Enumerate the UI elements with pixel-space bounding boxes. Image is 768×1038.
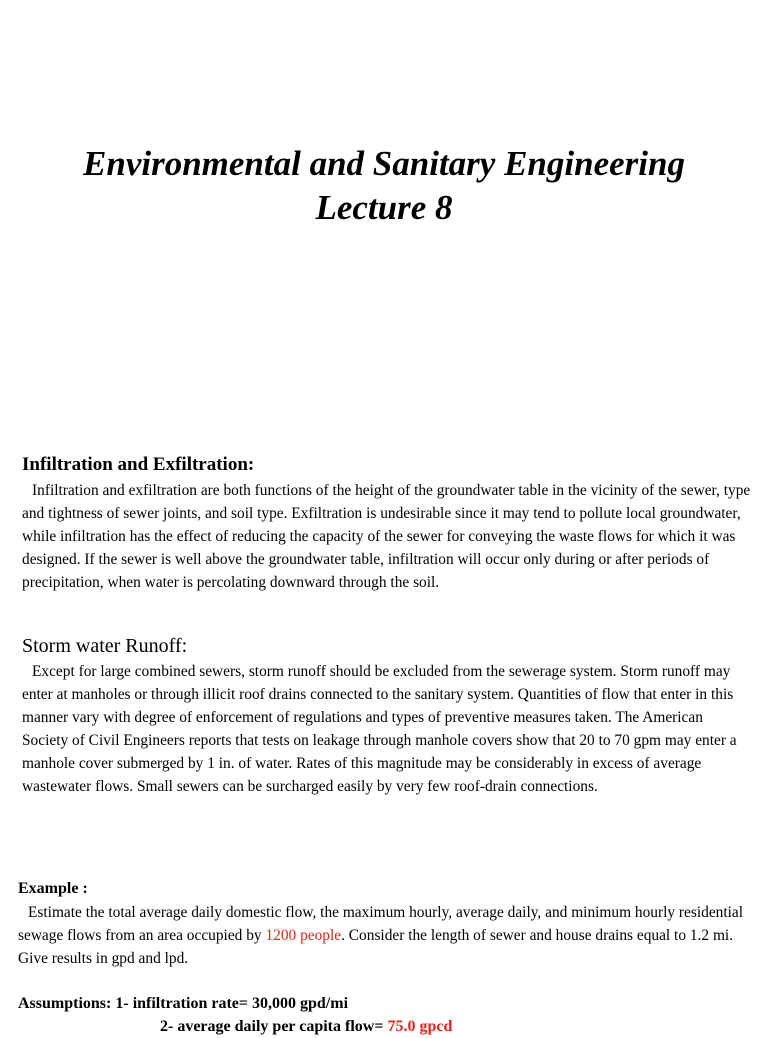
paragraph-example [18,901,752,970]
paragraph-infiltration: Infiltration and exfiltration are both functions of the height of the groundwater table in the vicinity of the sewer, type and tightness of sewer joints, and soil type. Exfiltration is undesirable since it may tend to pollute local groundwater, while infiltration has the effect of reducing the capacity of the sewer for conveying the waste flows for which it was designed. If the sewer is well above the groundwater table, infiltration will occur only during or after periods of precipitation, when water is percolating downward through the soil. [22,482,751,591]
example-highlight-people: 1200 people [265,927,342,944]
assumption-highlight-flow: 75.0 gpcd [387,1018,453,1035]
assumption-line-2-text: 2- average daily per capita flow= [160,1018,388,1035]
section-assumptions [18,993,758,1038]
example-heading: Example : [18,880,88,897]
example-text-after: . Consider the length of sewer and house drains equal to 1.2 mi. Give results in gpd and lpd. [18,927,734,967]
section-heading-infiltration: Infiltration and Exfiltration: [22,454,255,475]
assumption-line-1: Assumptions: 1- infiltration rate= 30,000 gpd/mi [18,995,349,1012]
example-text-before: Estimate the total average daily domestic flow, the maximum hourly, average daily, and minimum hourly residential sewage flows from an area occupied by [18,904,744,944]
title-line-2: Lecture 8 [315,188,453,227]
section-storm-water [22,634,752,798]
document-title [0,142,768,230]
paragraph-storm-water: Except for large combined sewers, storm runoff should be excluded from the sewerage system. Storm runoff may enter at manholes or through illicit roof drains connected to the sanitary system. Quantities of flow that enter in this manner vary with degree of enforcement of regulations and types of preventive measures taken. The American Society of Civil Engineers reports that tests on leakage through manhole covers show that 20 to 70 gpm may enter a manhole cover submerged by 1 in. of water. Rates of this magnitude may be considerably in excess of average wastewater flows. Small sewers can be surcharged easily by very few roof-drain connections. [22,663,737,795]
section-infiltration [22,453,752,594]
title-line-1: Environmental and Sanitary Engineering [83,144,685,183]
section-heading-storm-water: Storm water Runoff: [22,635,188,657]
assumption-line-2 [18,1016,758,1038]
section-example [18,878,752,970]
